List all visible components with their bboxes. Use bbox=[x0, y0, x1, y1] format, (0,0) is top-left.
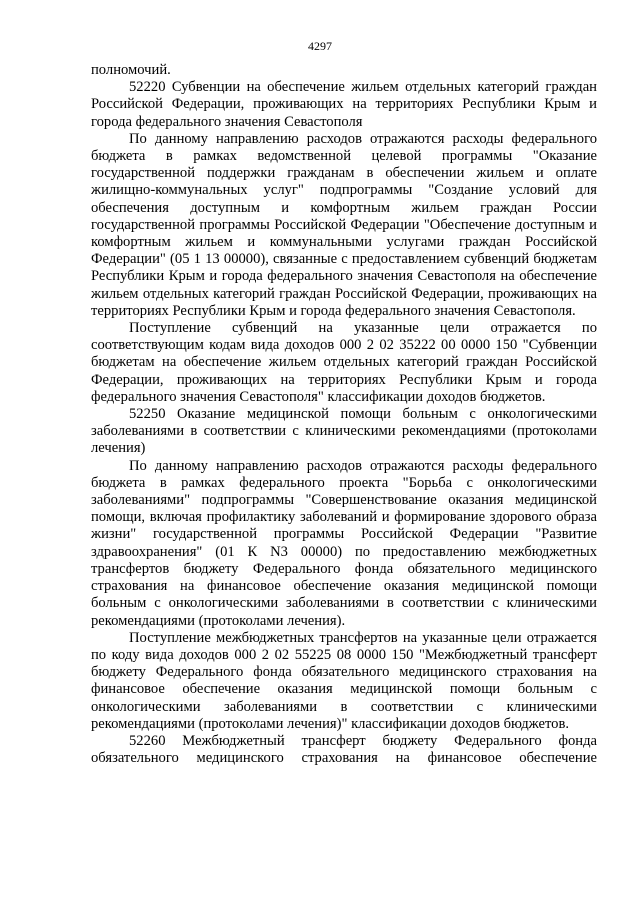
paragraph-52250-income: Поступление межбюджетных трансфертов на указанные цели отражается по коду вида доходов 000 2 02 55225 08 0000 150 "Межбюджетный трансферт бюджету Федерального фонда обязательного медицинского страхования на финансовое обеспечение оказания медицинской помощи больным с онкологическими заболеваниями в соответствии с клиническими рекомендациями (протоколами лечения)" классификации доходов бюджетов. bbox=[91, 629, 597, 732]
paragraph-52250-description: По данному направлению расходов отражаются расходы федерального бюджета в рамках федерального проекта "Борьба с онкологическими заболеваниями" подпрограммы "Совершенствование оказания медицинской помощи, включая профилактику заболеваний и формирование здорового образа жизни" государственной программы Российской Федерации "Развитие здравоохранения" (01 К N3 00000) по предоставлению межбюджетных трансфертов бюджету Федерального фонда обязательного медицинского страхования на финансовое обеспечение оказания медицинской помощи больным с онкологическими заболеваниями в соответствии с клиническими рекомендациями (протоколами лечения). bbox=[91, 457, 597, 629]
page-number: 4297 bbox=[308, 39, 332, 53]
section-heading-52260: 52260 Межбюджетный трансферт бюджету Федерального фонда обязательного медицинского страхования на финансовое обеспечение bbox=[91, 732, 597, 767]
paragraph-continuation: полномочий. bbox=[91, 62, 171, 78]
section-heading-52250: 52250 Оказание медицинской помощи больным с онкологическими заболеваниями в соответствии с клиническими рекомендациями (протоколами лечения) bbox=[91, 406, 597, 457]
paragraph-52220-income: Поступление субвенций на указанные цели отражается по соответствующим кодам вида доходов 000 2 02 35222 00 0000 150 "Субвенции бюджетам на обеспечение жильем отдельных категорий граждан Российской Федерации, проживающих на территориях Республики Крым и города федерального значения Севастополя" классификации доходов бюджетов. bbox=[91, 320, 597, 405]
paragraph-52220-description: По данному направлению расходов отражаются расходы федерального бюджета в рамках ведомственной целевой программы "Оказание государственной поддержки гражданам в обеспечении жильем и оплате жилищно-коммунальных услуг" подпрограммы "Создание условий для обеспечения доступным и комфортным жильем граждан России государственной программы Российской Федерации "Обеспечение доступным и комфортным жильем и коммунальными услугами граждан Российской Федерации" (05 1 13 00000), связанные с предоставлением субвенций бюджетам Республики Крым и города федерального значения Севастополя на обеспечение жильем отдельных категорий граждан Российской Федерации, проживающих на территориях Республики Крым и города федерального значения Севастополя. bbox=[91, 130, 597, 319]
document-body bbox=[91, 62, 597, 767]
section-heading-52220: 52220 Субвенции на обеспечение жильем отдельных категорий граждан Российской Федерации, проживающих на территориях Республики Крым и города федерального значения Севастополя bbox=[91, 79, 597, 130]
